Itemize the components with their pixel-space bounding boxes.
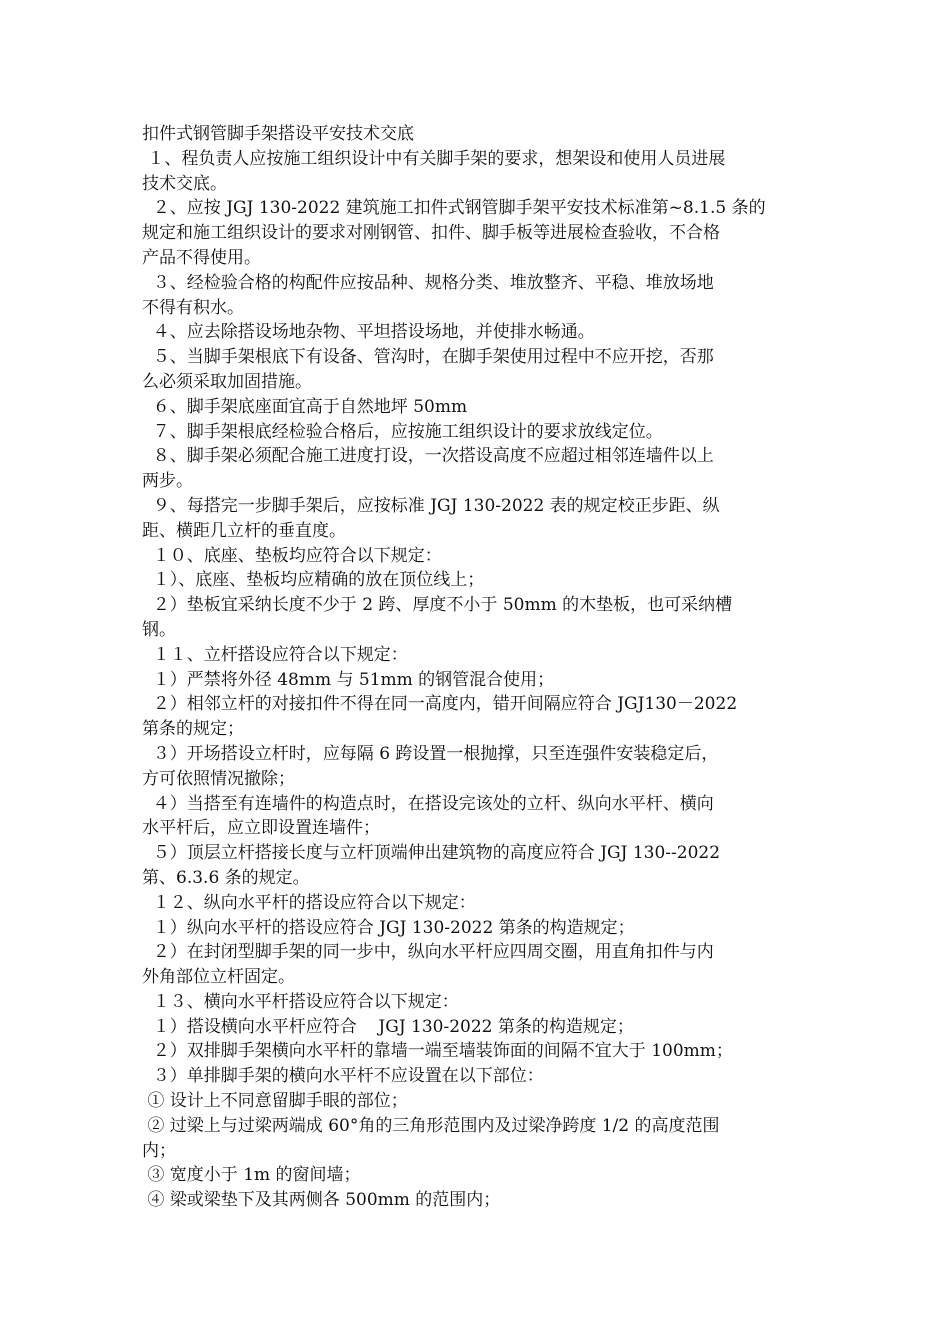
text-line: ４）当搭至有连墙件的构造点时，在搭设完该处的立杆、纵向水平杆、横向: [142, 793, 714, 814]
text-line: 内；: [142, 1140, 176, 1161]
text-line: ５、当脚手架根底下有设备、管沟时，在脚手架使用过程中不应开挖，否那: [142, 347, 714, 368]
text-line: ② 过梁上与过梁两端成 60°角的三角形范围内及过梁净跨度 1/2 的高度范围: [142, 1115, 720, 1136]
text-line: ① 设计上不同意留脚手眼的部位；: [142, 1091, 408, 1112]
text-line: ２）相邻立杆的对接扣件不得在同一高度内，错开间隔应符合 JGJ130－2022: [142, 694, 738, 715]
text-line: ５）顶层立杆搭接长度与立杆顶端伸出建筑物的高度应符合 JGJ 130--2022: [142, 843, 721, 864]
text-line: ４、应去除搭设场地杂物、平坦搭设场地，并使排水畅通。: [142, 322, 595, 343]
text-line: １２、纵向水平杆的搭设应符合以下规定：: [142, 892, 476, 913]
text-line: 技术交底。: [142, 173, 227, 194]
text-line: ２、应按 JGJ 130-2022 建筑施工扣件式钢管脚手架平安技术标准第~8.1.5 条的: [142, 198, 766, 219]
text-line: １１、立杆搭设应符合以下规定：: [142, 644, 408, 665]
text-line: 钢。: [142, 619, 176, 640]
document-title: 扣件式钢管脚手架搭设平安技术交底: [142, 124, 414, 144]
text-line: 产品不得使用。: [142, 247, 261, 268]
text-line: ③ 宽度小于 1m 的窗间墙；: [142, 1165, 361, 1186]
text-line: 么必须采取加固措施。: [142, 371, 312, 392]
text-line: ９、每搭完一步脚手架后，应按标准 JGJ 130-2022 表的规定校正步距、纵: [142, 495, 720, 516]
text-line: １）严禁将外径 48mm 与 51mm 的钢管混合使用；: [142, 669, 555, 690]
text-line: 规定和施工组织设计的要求对刚钢管、扣件、脚手板等进展检查验收，不合格: [142, 223, 720, 244]
text-line: ６、脚手架底座面宜高于自然地坪 50mm: [142, 396, 468, 417]
text-line: 水平杆后，应立即设置连墙件；: [142, 818, 380, 839]
text-line: 方可依照情况撤除；: [142, 768, 295, 789]
text-line: ３、经检验合格的构配件应按品种、规格分类、堆放整齐、平稳、堆放场地: [142, 272, 714, 293]
text-line: ３）开场搭设立杆时，应每隔 6 跨设置一根抛撑，只至连强件安装稳定后，: [142, 743, 719, 764]
text-line: ３）单排脚手架的横向水平杆不应设置在以下部位：: [142, 1066, 544, 1087]
text-line: 外角部位立杆固定。: [142, 967, 295, 988]
text-line: ２）双排脚手架横向水平杆的靠墙一端至墙装饰面的间隔不宜大于 100mm；: [142, 1041, 733, 1062]
text-line: 不得有积水。: [142, 297, 244, 318]
text-line: １、程负责人应按施工组织设计中有关脚手架的要求，想架设和使用人员进展: [142, 148, 726, 169]
text-line: 距、横距几立杆的垂直度。: [142, 520, 346, 541]
text-line: 两步。: [142, 471, 193, 492]
text-line: ８、脚手架必须配合施工进度打设，一次搭设高度不应超过相邻连墙件以上: [142, 446, 714, 467]
text-line: １３、横向水平杆搭设应符合以下规定：: [142, 991, 459, 1012]
text-line: １０、底座、垫板均应符合以下规定：: [142, 545, 442, 566]
text-line: ７、脚手架根底经检验合格后，应按施工组织设计的要求放线定位。: [142, 421, 663, 442]
text-line: ２）垫板宜采纳长度不少于 2 跨、厚度不小于 50mm 的木垫板，也可采纳槽: [142, 595, 733, 616]
document-body: [142, 122, 810, 1213]
text-line: １）搭设横向水平杆应符合 JGJ 130-2022 第条的构造规定；: [142, 1016, 634, 1037]
text-line: 第、6.3.6 条的规定。: [142, 867, 310, 888]
text-line: １）纵向水平杆的搭设应符合 JGJ 130-2022 第条的构造规定；: [142, 917, 635, 938]
text-line: １）、底座、垫板均应精确的放在顶位线上；: [142, 570, 485, 591]
text-line: 第条的规定；: [142, 719, 244, 740]
text-line: ④ 梁或梁垫下及其两侧各 500mm 的范围内；: [142, 1190, 501, 1211]
text-line: ２）在封闭型脚手架的同一步中，纵向水平杆应四周交圈，用直角扣件与内: [142, 942, 714, 963]
